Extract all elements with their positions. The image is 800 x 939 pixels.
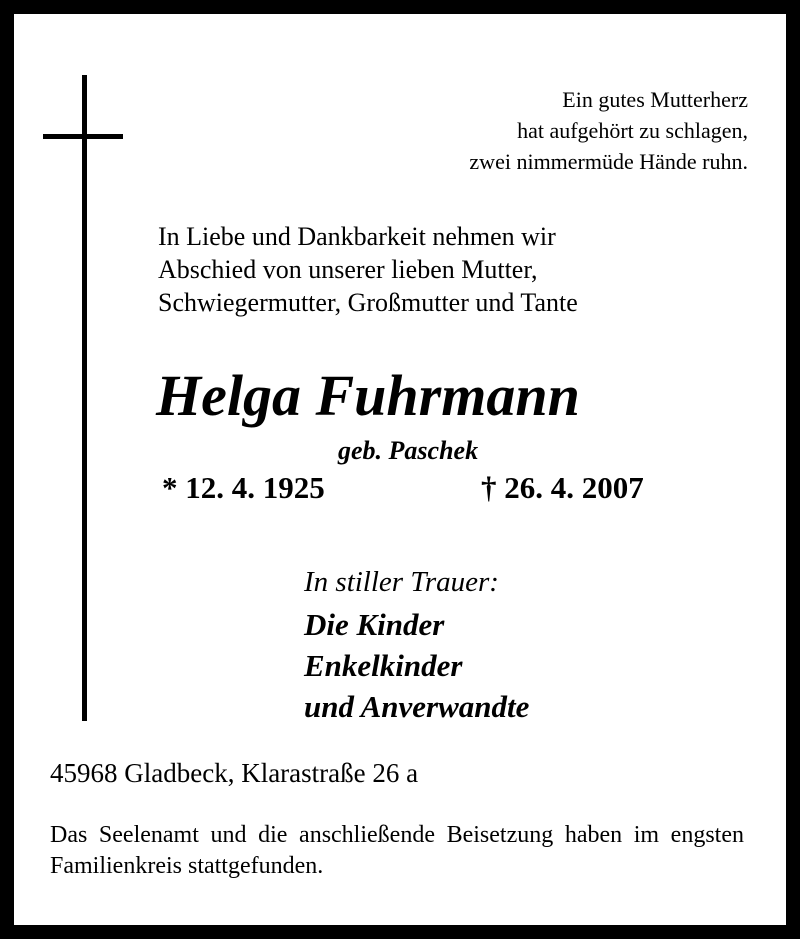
intro-text — [158, 220, 578, 319]
intro-line: Schwiegermutter, Großmutter und Tante — [158, 288, 578, 317]
funeral-notice: Das Seelenamt und die anschließende Beisetzung haben im engsten Familienkreis stattgefunden. — [50, 822, 744, 879]
mourner-line: und Anverwandte — [304, 689, 530, 724]
cross-icon-horizontal — [43, 134, 123, 139]
motto-line: zwei nimmermüde Hände ruhn. — [469, 149, 748, 174]
death-date: † 26. 4. 2007 — [481, 470, 644, 505]
mourner-line: Enkelkinder — [304, 648, 463, 683]
deceased-name: Helga Fuhrmann — [156, 363, 580, 428]
maiden-name: geb. Paschek — [338, 436, 479, 465]
mourner-line: Die Kinder — [304, 607, 445, 642]
motto-line: hat aufgehört zu schlagen, — [517, 118, 748, 143]
motto-verse — [469, 84, 748, 177]
mourning-heading: In stiller Trauer: — [304, 566, 499, 598]
intro-line: Abschied von unserer lieben Mutter, — [158, 255, 538, 284]
motto-line: Ein gutes Mutterherz — [562, 87, 748, 112]
cross-icon-vertical — [82, 75, 87, 721]
family-address: 45968 Gladbeck, Klarastraße 26 a — [50, 758, 419, 788]
intro-line: In Liebe und Dankbarkeit nehmen wir — [158, 222, 556, 251]
mourners-list — [304, 604, 529, 727]
birth-date: * 12. 4. 1925 — [162, 470, 325, 505]
